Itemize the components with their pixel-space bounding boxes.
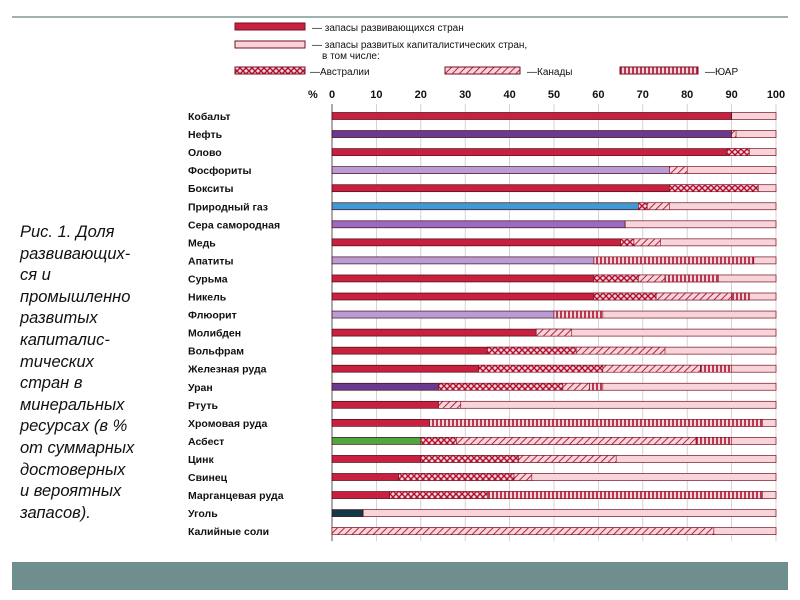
bar-developing bbox=[332, 185, 669, 192]
legend-swatch-australia bbox=[235, 67, 305, 74]
bar-developing bbox=[332, 311, 554, 318]
legend-label-developed: — запасы развитых капиталистических стран, bbox=[312, 40, 528, 51]
category-label: Асбест bbox=[188, 435, 225, 448]
bar-developed bbox=[439, 401, 776, 408]
bar-australia bbox=[594, 293, 656, 300]
bar-developing bbox=[332, 474, 399, 481]
bar-group-21 bbox=[332, 492, 776, 499]
bar-canada bbox=[634, 239, 661, 246]
bar-group-8 bbox=[332, 257, 776, 264]
bar-canada bbox=[439, 401, 461, 408]
bar-group-13 bbox=[332, 347, 776, 354]
bar-developing bbox=[332, 239, 621, 246]
x-tick-label-10: 10 bbox=[370, 89, 383, 101]
bar-south-africa bbox=[594, 257, 754, 264]
bar-south-africa bbox=[696, 437, 732, 444]
legend-swatch-south-africa bbox=[620, 67, 698, 74]
bar-developing bbox=[332, 455, 421, 462]
bar-south-africa bbox=[701, 365, 732, 372]
bar-developing bbox=[332, 167, 669, 174]
bar-developing bbox=[332, 257, 594, 264]
category-label: Вольфрам bbox=[188, 345, 245, 358]
bar-group-22 bbox=[332, 510, 776, 517]
figure-caption: Рис. 1. Доля развивающих- ся и промышленно развитых капиталис- тических стран в минеральных ресурсах (в % от суммарных достоверных и вероятных запасов). bbox=[20, 223, 135, 522]
bar-developing bbox=[332, 203, 638, 210]
bar-canada bbox=[669, 167, 687, 174]
bar-developing bbox=[332, 329, 536, 336]
legend-swatch-developing bbox=[235, 23, 305, 30]
x-tick-label-60: 60 bbox=[592, 89, 605, 101]
bar-developing bbox=[332, 221, 625, 228]
x-tick-label-30: 30 bbox=[459, 89, 472, 101]
bar-developed bbox=[363, 510, 776, 517]
bar-australia bbox=[421, 437, 457, 444]
bar-canada bbox=[638, 275, 665, 282]
bar-developing bbox=[332, 492, 390, 499]
bar-developing bbox=[332, 383, 439, 390]
category-label: Фосфориты bbox=[188, 165, 252, 178]
x-tick-label-90: 90 bbox=[725, 89, 738, 101]
bar-developing bbox=[332, 293, 594, 300]
bar-group-23 bbox=[332, 528, 776, 535]
category-label: Нефть bbox=[188, 129, 223, 142]
bar-canada bbox=[514, 474, 532, 481]
legend-label-australia: —Австралии bbox=[310, 67, 370, 78]
x-tick-label-80: 80 bbox=[681, 89, 694, 101]
bar-australia bbox=[439, 383, 563, 390]
bar-australia bbox=[399, 474, 514, 481]
x-tick-label-70: 70 bbox=[636, 89, 649, 101]
bar-group-17 bbox=[332, 419, 776, 426]
x-tick-label-40: 40 bbox=[503, 89, 516, 101]
bar-developed bbox=[732, 131, 776, 138]
category-label: Апатиты bbox=[188, 255, 234, 268]
bar-canada bbox=[456, 437, 696, 444]
bar-south-africa bbox=[590, 383, 603, 390]
bar-developing bbox=[332, 131, 732, 138]
category-label: Молибден bbox=[188, 327, 242, 340]
category-label: Калийные соли bbox=[188, 526, 270, 539]
axis-percent-symbol: % bbox=[308, 89, 318, 101]
chart-container bbox=[180, 20, 788, 562]
legend-label-developed-sub: в том числе: bbox=[322, 51, 380, 62]
bar-developing bbox=[332, 419, 430, 426]
bar-developed bbox=[625, 221, 776, 228]
x-tick-label-0: 0 bbox=[328, 89, 336, 101]
bar-australia bbox=[421, 455, 519, 462]
category-label: Флюорит bbox=[188, 309, 237, 322]
bar-group-10 bbox=[332, 293, 776, 300]
bar-south-africa bbox=[430, 419, 763, 426]
bar-canada bbox=[647, 203, 669, 210]
bar-group-6 bbox=[332, 221, 776, 228]
bar-canada bbox=[563, 383, 590, 390]
category-labels bbox=[187, 111, 284, 538]
bar-group-19 bbox=[332, 455, 776, 462]
category-label: Кобальт bbox=[188, 111, 231, 123]
bar-group-9 bbox=[332, 275, 776, 282]
bar-developed bbox=[732, 113, 776, 120]
x-tick-label-100: 100 bbox=[766, 89, 786, 101]
bar-group-1 bbox=[332, 131, 776, 138]
bar-canada bbox=[576, 347, 665, 354]
category-label: Сурьма bbox=[188, 273, 228, 286]
bar-developing bbox=[332, 347, 487, 354]
bar-developing bbox=[332, 510, 363, 517]
category-label: Железная руда bbox=[188, 363, 267, 376]
bar-group-0 bbox=[332, 113, 776, 120]
bar-developing bbox=[332, 437, 421, 444]
bar-south-africa bbox=[732, 293, 750, 300]
bar-group-11 bbox=[332, 311, 776, 318]
x-axis-ticks bbox=[329, 89, 785, 101]
category-label: Хромовая руда bbox=[188, 417, 268, 430]
category-label: Свинец bbox=[188, 472, 228, 484]
legend-label-canada: —Канады bbox=[527, 67, 573, 78]
bar-canada bbox=[732, 131, 736, 138]
bar-group-7 bbox=[332, 239, 776, 246]
bar-developing bbox=[332, 113, 732, 120]
bottom-band bbox=[12, 562, 788, 590]
category-label: Уголь bbox=[188, 508, 218, 521]
category-label: Медь bbox=[188, 237, 216, 250]
category-label: Никель bbox=[188, 291, 227, 304]
top-rule bbox=[12, 16, 788, 18]
bar-developed bbox=[536, 329, 776, 336]
bar-developing bbox=[332, 149, 727, 156]
bar-south-africa bbox=[487, 492, 762, 499]
bar-south-africa bbox=[665, 275, 718, 282]
bar-group-3 bbox=[332, 167, 776, 174]
bar-canada bbox=[332, 528, 714, 535]
bar-south-africa bbox=[554, 311, 603, 318]
bar-canada bbox=[536, 329, 572, 336]
category-label: Ртуть bbox=[188, 399, 218, 412]
bar-canada bbox=[603, 365, 701, 372]
bar-group-12 bbox=[332, 329, 776, 336]
bar-group-14 bbox=[332, 365, 776, 372]
bar-developing bbox=[332, 401, 439, 408]
category-label: Бокситы bbox=[188, 183, 234, 196]
category-label: Олово bbox=[188, 147, 222, 160]
x-tick-label-20: 20 bbox=[414, 89, 427, 101]
bar-australia bbox=[621, 239, 634, 246]
bar-australia bbox=[594, 275, 638, 282]
category-label: Природный газ bbox=[188, 201, 269, 214]
bar-australia bbox=[390, 492, 488, 499]
reserves-share-chart bbox=[180, 20, 788, 562]
bar-australia bbox=[638, 203, 647, 210]
bar-australia bbox=[479, 365, 603, 372]
bar-canada bbox=[656, 293, 731, 300]
category-label: Цинк bbox=[188, 453, 214, 466]
category-label: Марганцевая руда bbox=[188, 490, 284, 503]
bar-group-18 bbox=[332, 437, 776, 444]
category-label: Сера самородная bbox=[188, 219, 281, 232]
x-tick-label-50: 50 bbox=[547, 89, 561, 101]
bar-developing bbox=[332, 275, 594, 282]
bar-australia bbox=[727, 149, 749, 156]
bar-canada bbox=[518, 455, 616, 462]
legend-label-south-africa: —ЮАР bbox=[705, 67, 739, 78]
bar-group-4 bbox=[332, 185, 776, 192]
bar-australia bbox=[487, 347, 576, 354]
bar-group-5 bbox=[332, 203, 776, 210]
category-label: Уран bbox=[188, 381, 213, 394]
bar-group-15 bbox=[332, 383, 776, 390]
legend-swatch-developed bbox=[235, 41, 305, 48]
bar-group-20 bbox=[332, 474, 776, 481]
legend-swatch-canada bbox=[445, 67, 520, 74]
legend-label-developing: — запасы развивающихся стран bbox=[312, 23, 464, 34]
bar-group-16 bbox=[332, 401, 776, 408]
legend bbox=[235, 23, 738, 78]
bar-australia bbox=[669, 185, 758, 192]
bar-group-2 bbox=[332, 149, 776, 156]
bar-developing bbox=[332, 365, 479, 372]
